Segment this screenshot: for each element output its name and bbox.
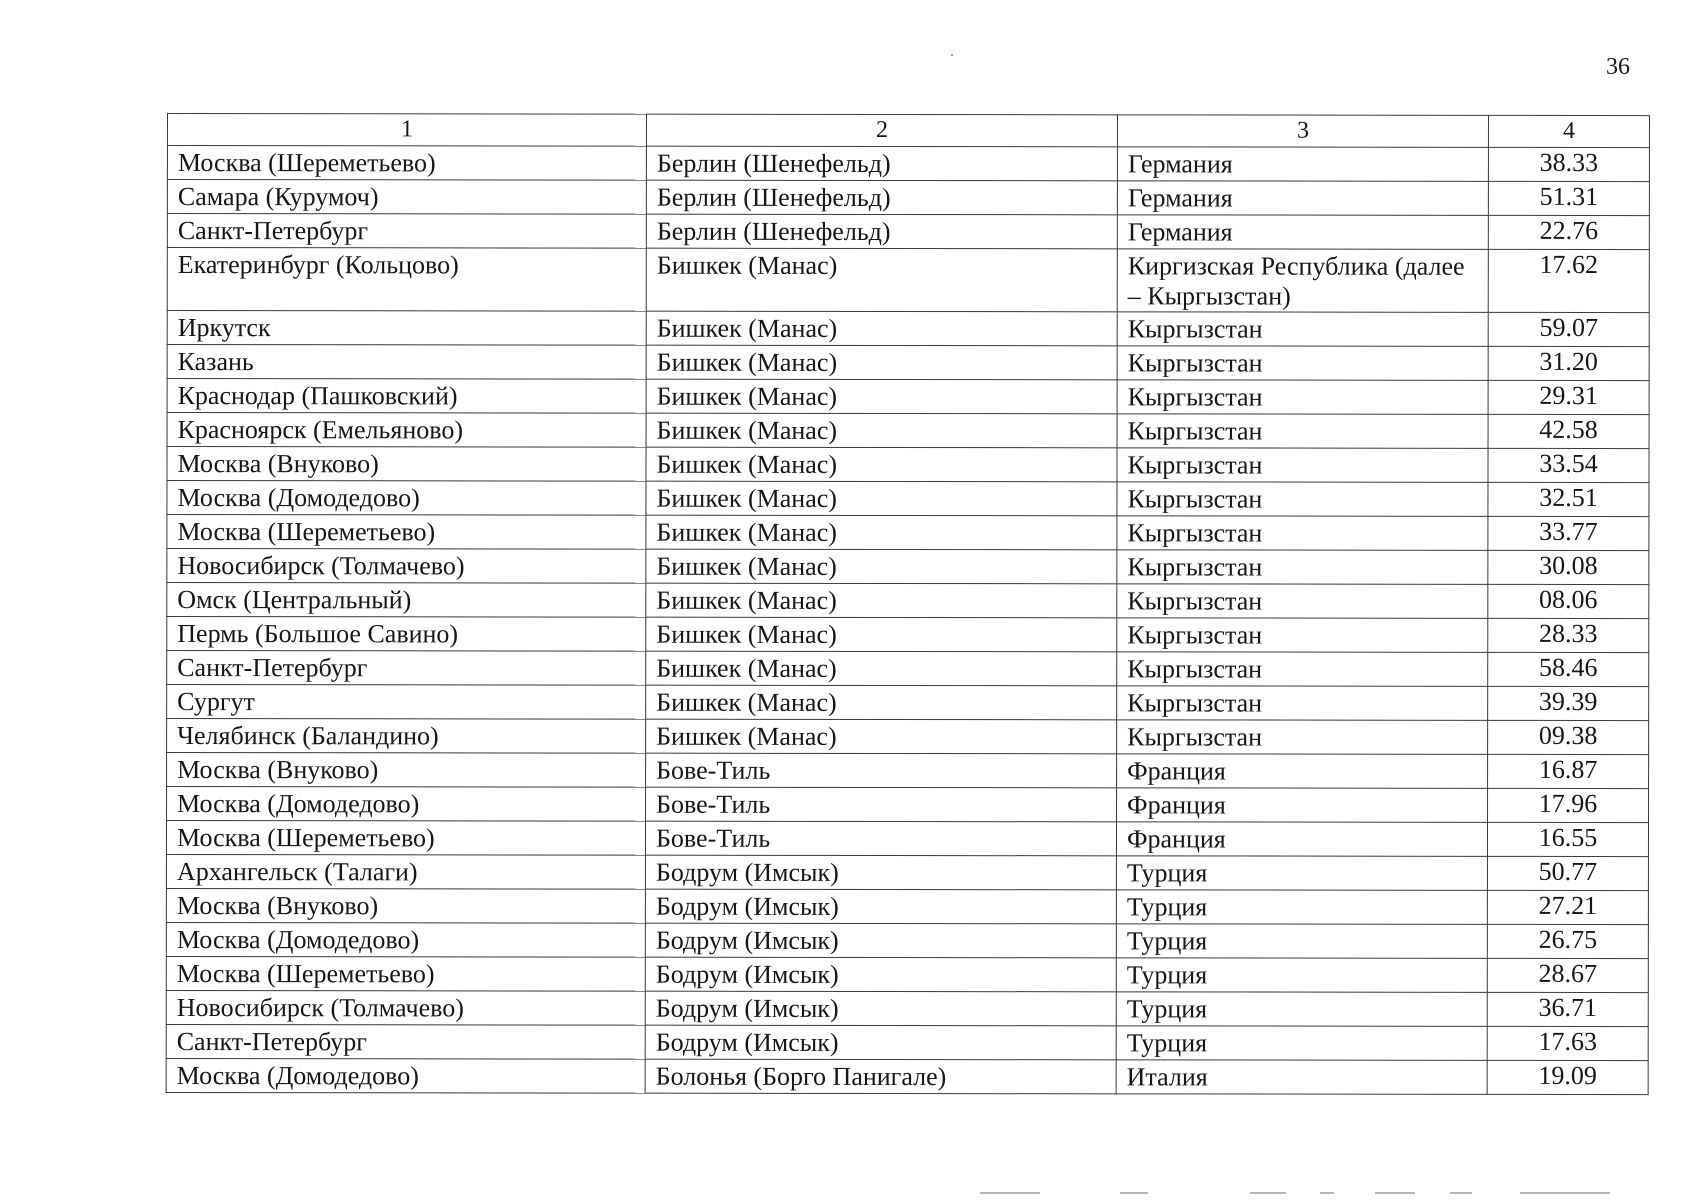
destination-cell: Болонья (Борго Панигале) [645,1059,1116,1094]
origin-cell: Краснодар (Пашковский) [167,379,646,414]
destination-cell: Бодрум (Имсык) [645,1025,1116,1060]
country-cell: Германия [1117,181,1488,216]
table-row [166,990,1648,1026]
value-cell: 27.21 [1487,890,1648,924]
value-cell: 38.33 [1488,147,1649,181]
origin-cell: Санкт-Петербург [167,214,646,249]
destination-cell: Бодрум (Имсык) [645,855,1116,890]
destination-cell: Бишкек (Манас) [646,617,1117,652]
destination-cell: Бишкек (Манас) [646,651,1117,686]
country-cell: Германия [1117,147,1488,182]
table-row [166,922,1648,958]
destination-cell: Бишкек (Манас) [646,311,1117,346]
value-cell: 33.54 [1488,448,1649,482]
value-cell: 17.63 [1487,1026,1648,1060]
value-cell: 50.77 [1487,856,1648,890]
country-cell: Кыргызстан [1117,550,1488,585]
table-row [167,311,1649,347]
table-row [167,719,1649,755]
table-row [167,753,1649,789]
origin-cell: Москва (Домодедово) [166,1058,645,1093]
table-row [167,379,1649,415]
country-cell: Франция [1117,788,1488,823]
origin-cell: Москва (Внуково) [167,447,646,482]
country-cell: Турция [1116,992,1487,1027]
country-cell: Кыргызстан [1117,516,1488,551]
origin-cell: Санкт-Петербург [166,1024,645,1059]
country-cell: Турция [1116,856,1487,891]
country-cell: Франция [1117,754,1488,789]
value-cell: 29.31 [1488,380,1649,414]
destination-cell: Бишкек (Манас) [646,685,1117,720]
origin-cell: Омск (Центральный) [167,583,646,618]
table-row [167,787,1649,823]
value-cell: 42.58 [1488,414,1649,448]
destination-cell: Бишкек (Манас) [646,583,1117,618]
destination-cell: Бишкек (Манас) [646,447,1117,482]
header-row [167,114,1649,148]
country-cell: Кыргызстан [1117,380,1488,415]
destination-cell: Бодрум (Имсык) [645,889,1116,924]
origin-cell: Челябинск (Баландино) [167,719,646,754]
value-cell: 16.87 [1488,754,1649,788]
origin-cell: Иркутск [167,311,646,346]
destination-cell: Бове-Тиль [645,821,1116,856]
origin-cell: Москва (Внуково) [167,753,646,788]
value-cell: 17.96 [1488,788,1649,822]
table-row [167,447,1649,483]
value-cell: 59.07 [1488,312,1649,346]
destination-cell: Берлин (Шенефельд) [646,180,1117,215]
country-cell: Кыргызстан [1117,312,1488,347]
table-row [166,888,1648,924]
routes-table [166,113,1650,1095]
value-cell: 16.55 [1487,822,1648,856]
country-cell: Кыргызстан [1117,720,1488,755]
destination-cell: Берлин (Шенефельд) [646,146,1117,181]
country-cell: Турция [1116,890,1487,925]
country-cell: Киргизская Республика (далее – Кыргызстан) [1117,249,1488,313]
value-cell: 08.06 [1488,584,1649,618]
origin-cell: Москва (Домодедово) [167,481,646,516]
origin-cell: Самара (Курумоч) [167,180,646,215]
origin-cell: Москва (Домодедово) [167,787,646,822]
value-cell: 22.76 [1488,215,1649,249]
table-row [166,1024,1648,1060]
column-header-3: 3 [1117,115,1488,148]
country-cell: Турция [1116,924,1487,959]
table-row [166,956,1648,992]
country-cell: Кыргызстан [1117,686,1488,721]
table-row [166,1058,1648,1094]
table-row [167,214,1649,250]
destination-cell: Бишкек (Манас) [646,345,1117,380]
table-row [167,248,1649,313]
destination-cell: Бишкек (Манас) [646,481,1117,516]
country-cell: Турция [1116,1026,1487,1061]
scan-speck [951,54,953,56]
destination-cell: Бодрум (Имсык) [645,957,1116,992]
column-header-1: 1 [167,114,646,147]
destination-cell: Берлин (Шенефельд) [646,214,1117,249]
value-cell: 31.20 [1488,346,1649,380]
value-cell: 39.39 [1488,686,1649,720]
country-cell: Кыргызстан [1117,482,1488,517]
value-cell: 19.09 [1487,1060,1648,1094]
origin-cell: Казань [167,345,646,380]
value-cell: 51.31 [1488,181,1649,215]
origin-cell: Москва (Шереметьево) [167,515,646,550]
table-row [167,583,1649,619]
country-cell: Германия [1117,215,1488,250]
value-cell: 32.51 [1488,482,1649,516]
country-cell: Кыргызстан [1117,346,1488,381]
origin-cell: Москва (Шереметьево) [166,821,645,856]
destination-cell: Бове-Тиль [646,753,1117,788]
table-row [167,345,1649,381]
country-cell: Кыргызстан [1117,618,1488,653]
table-row [167,617,1649,653]
country-cell: Кыргызстан [1117,414,1488,449]
country-cell: Италия [1116,1060,1487,1095]
origin-cell: Москва (Внуково) [166,888,645,923]
destination-cell: Бишкек (Манас) [646,549,1117,584]
destination-cell: Бишкек (Манас) [646,515,1117,550]
table-row [167,549,1649,585]
table-row [167,146,1649,182]
origin-cell: Москва (Шереметьево) [166,956,645,991]
value-cell: 30.08 [1488,550,1649,584]
table-row [167,685,1649,721]
value-cell: 26.75 [1487,924,1648,958]
table-row [166,821,1648,857]
page-number: 36 [1606,54,1630,80]
destination-cell: Бове-Тиль [646,787,1117,822]
origin-cell: Архангельск (Талаги) [166,855,645,890]
country-cell: Кыргызстан [1117,448,1488,483]
column-header-4: 4 [1488,115,1649,147]
origin-cell: Новосибирск (Толмачево) [167,549,646,584]
origin-cell: Красноярск (Емельяново) [167,413,646,448]
country-cell: Кыргызстан [1117,652,1488,687]
destination-cell: Бишкек (Манас) [646,719,1117,754]
destination-cell: Бишкек (Манас) [646,379,1117,414]
value-cell: 36.71 [1487,992,1648,1026]
value-cell: 28.67 [1487,958,1648,992]
destination-cell: Бишкек (Манас) [646,248,1117,312]
table-row [167,481,1649,517]
value-cell: 33.77 [1488,516,1649,550]
value-cell: 58.46 [1488,652,1649,686]
table-row [167,180,1649,216]
scan-footer-marks [980,1192,1620,1196]
origin-cell: Новосибирск (Толмачево) [166,990,645,1025]
table-row [167,413,1649,449]
origin-cell: Пермь (Большое Савино) [167,617,646,652]
destination-cell: Бодрум (Имсык) [645,991,1116,1026]
origin-cell: Екатеринбург (Кольцово) [167,248,646,312]
destination-cell: Бишкек (Манас) [646,413,1117,448]
table-row [167,515,1649,551]
table-body [166,146,1649,1095]
table-row [167,651,1649,687]
country-cell: Франция [1116,822,1487,857]
column-header-2: 2 [646,114,1117,147]
origin-cell: Сургут [167,685,646,720]
table-header [167,114,1649,148]
origin-cell: Москва (Шереметьево) [167,146,646,181]
origin-cell: Санкт-Петербург [167,651,646,686]
origin-cell: Москва (Домодедово) [166,922,645,957]
country-cell: Кыргызстан [1117,584,1488,619]
destination-cell: Бодрум (Имсык) [645,923,1116,958]
value-cell: 17.62 [1488,249,1649,312]
value-cell: 28.33 [1488,618,1649,652]
country-cell: Турция [1116,958,1487,993]
table-row [166,855,1648,891]
value-cell: 09.38 [1488,720,1649,754]
